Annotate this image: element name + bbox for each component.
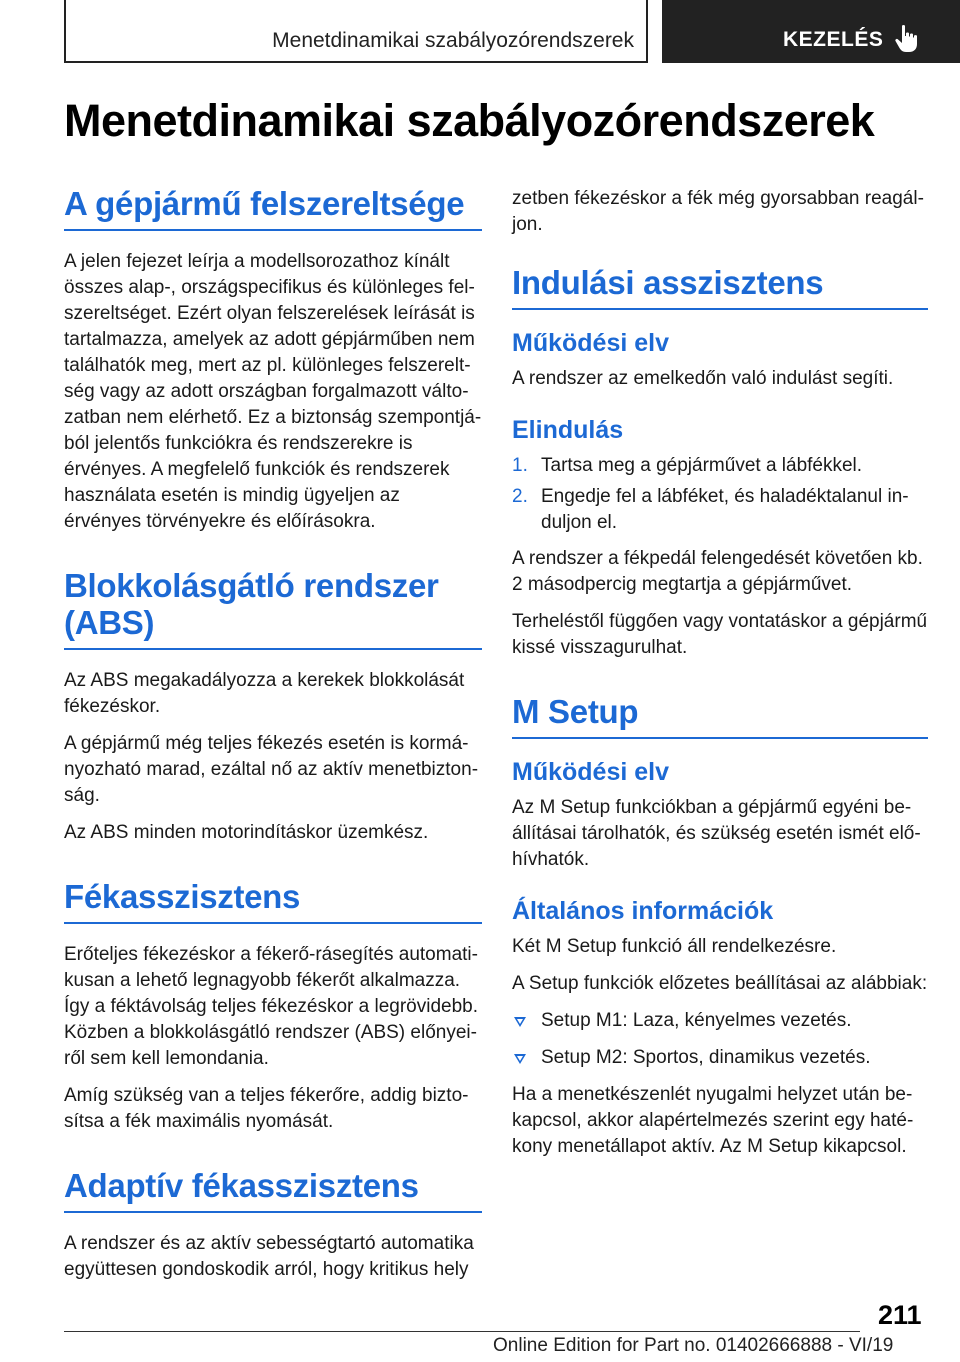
- step-text: Engedje fel a lábféket, és haladéktalanul induljon el.: [541, 485, 909, 533]
- abs-paragraph-3: Az ABS minden motorindításkor üzemkész.: [64, 821, 429, 843]
- hill-start-principle-text: A rendszer az emelkedőn való indulást segíti.: [512, 367, 894, 389]
- hill-start-paragraph-1: A rendszer a fékpedál felengedését követően kb. 2 másodpercig megtartja a gépjárművet.: [512, 547, 923, 595]
- chapter-tab-label: KEZELÉS: [783, 28, 884, 51]
- triangle-bullet-icon: [514, 1017, 526, 1027]
- step-number: 2.: [512, 485, 528, 507]
- list-item: [512, 453, 928, 479]
- footer-divider: [64, 1331, 860, 1332]
- section-title-adaptive-brake-assist: Adaptív fékasszisztens: [64, 1168, 482, 1213]
- section-title-abs: Blokkolásgátló rendszer (ABS): [64, 568, 482, 650]
- hand-pointer-icon: [894, 24, 920, 54]
- subtitle-m-setup-principle: Működési elv: [512, 757, 669, 786]
- continued-paragraph: zetben fékezéskor a fék még gyorsabban reagáljon.: [512, 188, 924, 235]
- m-setup-principle-text: Az M Setup funkciókban a gépjármű egyéni beállításai tárolhatók, és szükség esetén ismét előhívhatók.: [512, 796, 921, 870]
- list-item: [512, 1008, 928, 1034]
- brake-assist-paragraph-1: Erőteljes fékezéskor a fékerő-rásegítés automatikusan a lehető legnagyobb fékerőt alkalmazza. Így a féktávolság teljes fékezéskor a legrövidebb. Közben a blokkolásgátló rendszer (ABS) előnyeiről sem kell lemondania.: [64, 943, 479, 1069]
- general-info-paragraph-1: Két M Setup funkció áll rendelkezésre.: [512, 935, 837, 957]
- right-column: [512, 186, 928, 1171]
- brake-assist-paragraph-2: Amíg szükség van a teljes fékerőre, addig biztosítsa a fék maximális nyomását.: [64, 1084, 469, 1132]
- page-number: 211: [878, 1300, 922, 1330]
- bullet-text: Setup M2: Sportos, dinamikus vezetés.: [541, 1046, 871, 1068]
- edition-label: Online Edition for Part no. 01402666888 - VI/19: [493, 1335, 894, 1356]
- subtitle-general-info: Általános információk: [512, 896, 774, 925]
- adaptive-brake-assist-paragraph: A rendszer és az aktív sebességtartó automatika együttesen gondoskodik arról, hogy kritikus hely: [64, 1232, 474, 1280]
- equipment-paragraph: A jelen fejezet leírja a modellsorozathoz kínált összes alap-, országspecifikus és különleges felszereltséget. Ezért olyan felszerelések leírását is tartalmazza, amelyek az adott gépjárműben nem találhatók meg, mert az pl. különleges felszereltség vagy az adott országban forgalmazott változatban nem elérhető. Ez a biztonság szempontjából jelentős funkciókra és rendszerekre is érvényes. A megfelelő funkciók és rendszerek használata esetén is mindig ügyeljen az érvényes törvényekre és előírásokra.: [64, 250, 482, 532]
- page-title: Menetdinamikai szabályozórendszerek: [64, 95, 875, 146]
- section-title-brake-assist: Fékasszisztens: [64, 879, 482, 924]
- list-item: [512, 1045, 928, 1071]
- section-title-m-setup: M Setup: [512, 694, 928, 739]
- section-title-hill-start: Indulási asszisztens: [512, 265, 928, 310]
- bullet-text: Setup M1: Laza, kényelmes vezetés.: [541, 1009, 852, 1031]
- abs-paragraph-2: A gépjármű még teljes fékezés esetén is kormányozható marad, ezáltal nő az aktív menetbiztonság.: [64, 732, 479, 806]
- abs-paragraph-1: Az ABS megakadályozza a kerekek blokkolását fékezéskor.: [64, 669, 465, 717]
- general-info-paragraph-3: Ha a menetkészenlét nyugalmi helyzet után bekapcsol, akkor alapértelmezés szerint egy hatékony menetállapot aktív. Az M Setup kikapcsol.: [512, 1083, 914, 1157]
- triangle-bullet-icon: [514, 1054, 526, 1064]
- setup-bullet-list: [512, 1008, 928, 1071]
- section-title-equipment: A gépjármű felszereltsége: [64, 186, 482, 231]
- section-tab: [64, 0, 648, 63]
- general-info-paragraph-2: A Setup funkciók előzetes beállításai az alábbiak:: [512, 972, 928, 994]
- subtitle-starting: Elindulás: [512, 415, 624, 444]
- left-column: [64, 186, 482, 1294]
- hill-start-paragraph-2: Terheléstől függően vagy vontatáskor a gépjármű kissé visszagurulhat.: [512, 610, 928, 658]
- list-item: [512, 484, 928, 536]
- step-text: Tartsa meg a gépjárművet a lábfékkel.: [541, 454, 863, 476]
- step-number: 1.: [512, 454, 528, 476]
- subtitle-hill-start-principle: Működési elv: [512, 328, 669, 357]
- start-steps-list: [512, 453, 928, 536]
- section-tab-label: Menetdinamikai szabályozórendszerek: [272, 29, 634, 52]
